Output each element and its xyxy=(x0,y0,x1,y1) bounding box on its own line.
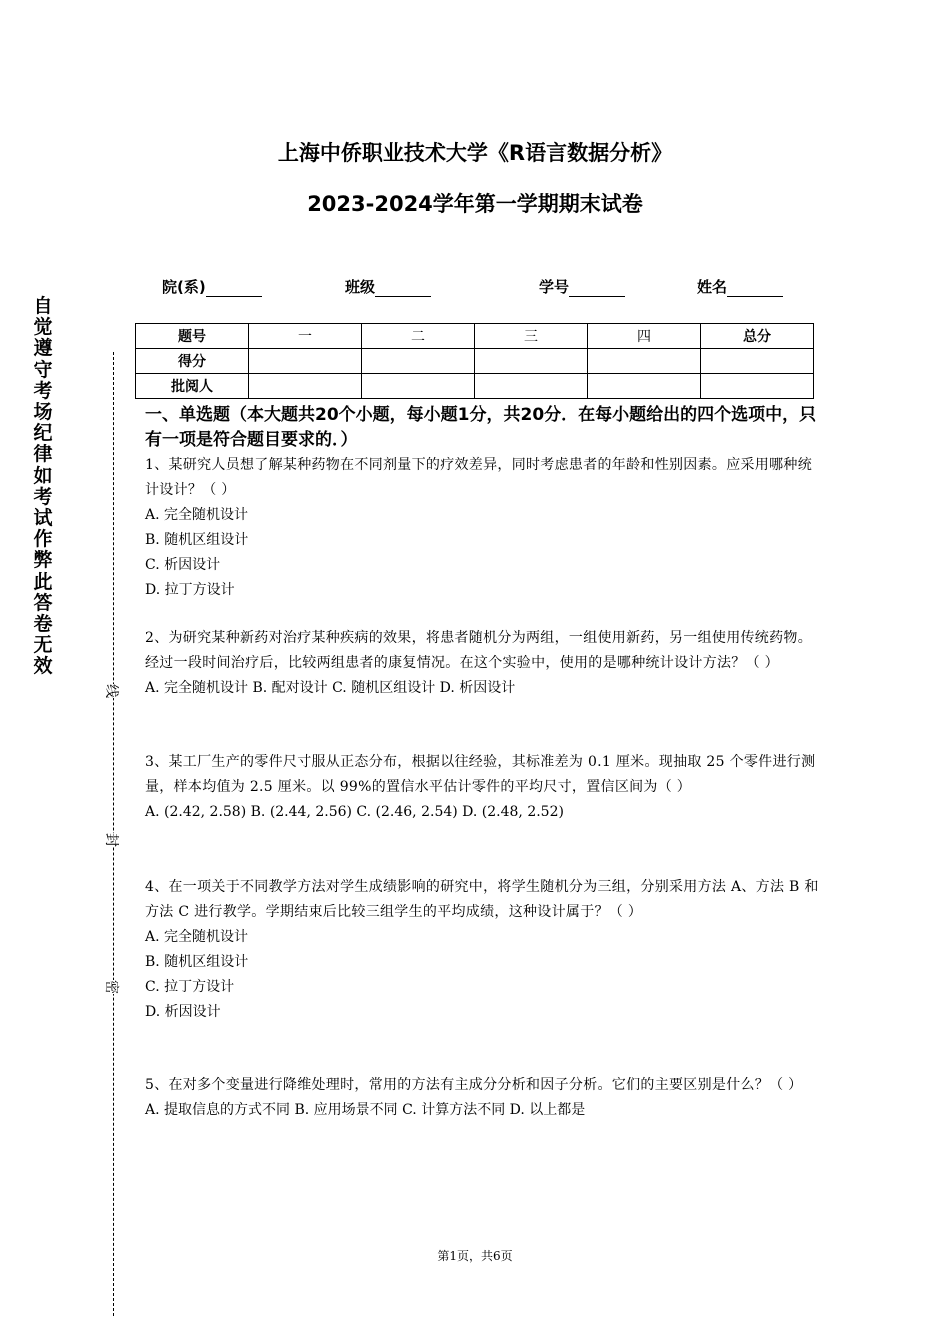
reviewer-cell[interactable] xyxy=(701,374,814,399)
question-option: A. (2.42, 2.58) B. (2.44, 2.56) C. (2.46, 2.54) D. (2.48, 2.52) xyxy=(145,804,564,820)
score-table xyxy=(135,323,814,399)
score-header-cell: 二 xyxy=(362,324,475,349)
score-cell[interactable] xyxy=(475,349,588,374)
score-header-cell: 一 xyxy=(249,324,362,349)
student-no-label: 学号 xyxy=(539,278,570,296)
class-label: 班级 xyxy=(345,278,376,296)
exam-title-line1: 上海中侨职业技术大学《R语言数据分析》 xyxy=(277,141,673,165)
page-footer: 第1页，共6页 xyxy=(437,1249,513,1263)
question-stem: 2、为研究某种新药对治疗某种疾病的效果，将患者随机分为两组，一组使用新药，另一组使用传统药物。经过一段时间治疗后，比较两组患者的康复情况。在这个实验中，使用的是哪种统计设计方法？（ ） xyxy=(145,630,813,671)
score-table-header-row xyxy=(136,324,814,349)
reviewer-cell[interactable] xyxy=(588,374,701,399)
score-row xyxy=(136,349,814,374)
side-mark-mi: 密 xyxy=(100,980,124,994)
score-header-cell: 四 xyxy=(588,324,701,349)
side-mark-xian: 线 xyxy=(100,684,124,698)
question-option: A. 提取信息的方式不同 B. 应用场景不同 C. 计算方法不同 D. 以上都是 xyxy=(145,1102,586,1118)
reviewer-cell[interactable] xyxy=(249,374,362,399)
exam-title-line2: 2023-2024学年第一学期期末试卷 xyxy=(307,192,643,216)
question-1 xyxy=(145,453,820,603)
side-mark-feng: 封 xyxy=(100,833,124,847)
question-option: C. 析因设计 xyxy=(145,557,221,573)
reviewer-row-label: 批阅人 xyxy=(136,374,249,399)
question-option: D. 析因设计 xyxy=(145,1004,221,1020)
class-field xyxy=(345,276,431,297)
section-heading: 一、单选题（本大题共20个小题，每小题1分，共20分．在每小题给出的四个选项中，只有一项是符合题目要求的．） xyxy=(145,405,817,450)
score-cell[interactable] xyxy=(362,349,475,374)
question-5 xyxy=(145,1073,820,1123)
score-header-cell: 题号 xyxy=(136,324,249,349)
question-option: C. 拉丁方设计 xyxy=(145,979,235,995)
score-row-label: 得分 xyxy=(136,349,249,374)
name-field xyxy=(697,276,783,297)
name-label: 姓名 xyxy=(697,278,728,296)
score-cell[interactable] xyxy=(249,349,362,374)
question-stem: 3、某工厂生产的零件尺寸服从正态分布，根据以往经验，其标准差为 0.1 厘米。现抽取 25 个零件进行测量，样本均值为 2.5 厘米。以 99%的置信水平估计零件的平均尺寸，置信区间为（ ） xyxy=(145,754,816,795)
score-cell[interactable] xyxy=(701,349,814,374)
question-option: B. 随机区组设计 xyxy=(145,532,249,548)
reviewer-cell[interactable] xyxy=(362,374,475,399)
dept-field xyxy=(162,276,262,297)
question-3 xyxy=(145,750,820,825)
question-4 xyxy=(145,875,820,1025)
reviewer-row xyxy=(136,374,814,399)
reviewer-cell[interactable] xyxy=(475,374,588,399)
question-option: D. 拉丁方设计 xyxy=(145,582,235,598)
question-stem: 5、在对多个变量进行降维处理时，常用的方法有主成分分析和因子分析。它们的主要区别是什么？（ ） xyxy=(145,1077,803,1093)
score-header-cell: 三 xyxy=(475,324,588,349)
question-option: A. 完全随机设计 B. 配对设计 C. 随机区组设计 D. 析因设计 xyxy=(145,680,516,696)
score-header-cell: 总分 xyxy=(701,324,814,349)
dept-label: 院(系) xyxy=(162,278,206,296)
question-option: A. 完全随机设计 xyxy=(145,929,249,945)
question-option: A. 完全随机设计 xyxy=(145,507,249,523)
question-stem: 4、在一项关于不同教学方法对学生成绩影响的研究中，将学生随机分为三组，分别采用方法 A、方法 B 和方法 C 进行教学。学期结束后比较三组学生的平均成绩，这种设计属于？（ ） xyxy=(145,879,819,920)
question-2 xyxy=(145,626,820,701)
side-notice: 自觉遵守考场纪律如考试作弊此答卷无效 xyxy=(33,295,53,678)
score-cell[interactable] xyxy=(588,349,701,374)
question-stem: 1、某研究人员想了解某种药物在不同剂量下的疗效差异，同时考虑患者的年龄和性别因素。应采用哪种统计设计？（ ） xyxy=(145,457,813,498)
question-option: B. 随机区组设计 xyxy=(145,954,249,970)
student-no-field xyxy=(539,276,625,297)
